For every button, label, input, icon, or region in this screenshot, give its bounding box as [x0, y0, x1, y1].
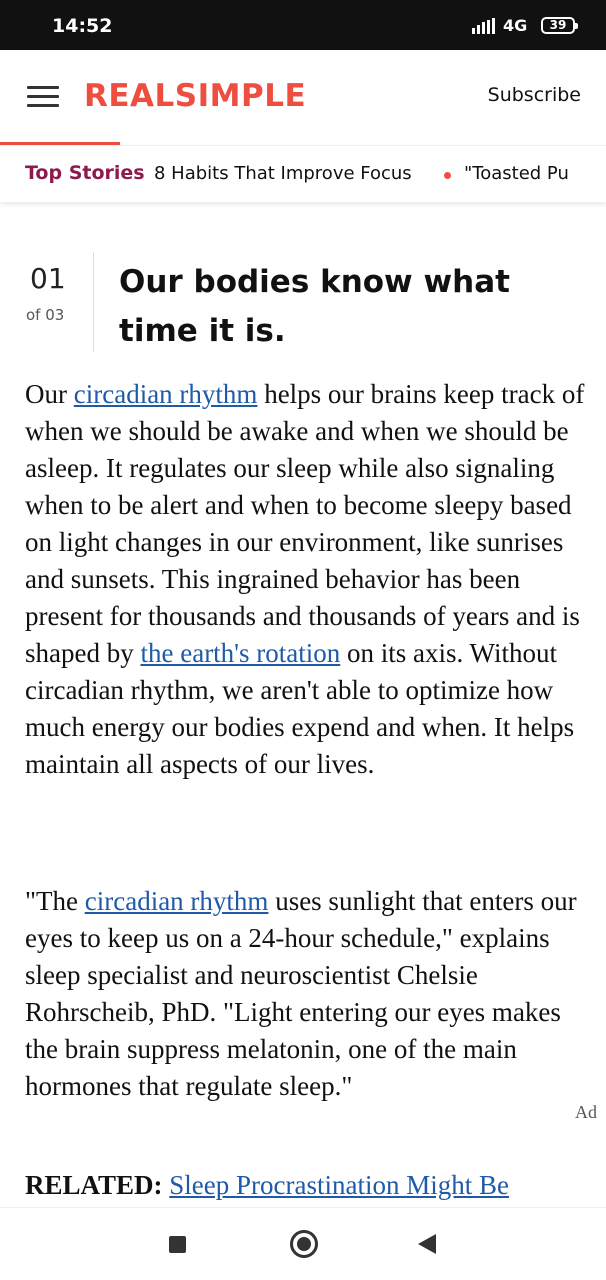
- status-time: 14:52: [52, 15, 113, 37]
- recents-icon[interactable]: [169, 1236, 186, 1253]
- signal-icon: [472, 18, 498, 34]
- navigation-bar: [0, 1207, 606, 1280]
- related-article-link[interactable]: Sleep Procrastination Might Be: [169, 1170, 509, 1200]
- related-label: RELATED:: [25, 1170, 163, 1200]
- status-bar: [0, 0, 606, 50]
- logo[interactable]: REALSIMPLE: [84, 78, 307, 114]
- step-total: of 03: [26, 306, 65, 324]
- top-story-link[interactable]: 8 Habits That Improve Focus: [154, 163, 412, 184]
- related-line: [25, 1167, 585, 1204]
- separator-dot-icon: [444, 172, 451, 179]
- top-stories-bar: [0, 145, 606, 202]
- circadian-rhythm-link[interactable]: circadian rhythm: [73, 379, 258, 409]
- home-icon[interactable]: [290, 1230, 318, 1258]
- site-header: [0, 50, 606, 143]
- step-heading: Our bodies know what time it is.: [119, 264, 510, 349]
- top-stories-label: Top Stories: [25, 162, 145, 184]
- article-paragraph: [25, 883, 585, 1105]
- subscribe-button[interactable]: Subscribe: [487, 84, 581, 106]
- step-divider: [93, 252, 94, 352]
- step-number: 01: [30, 262, 66, 295]
- network-label: 4G: [503, 16, 528, 35]
- paragraph-text: Our: [25, 379, 74, 409]
- paragraph-text: "The: [25, 886, 85, 916]
- paragraph-text: on its axis. Without circadian rhythm, we aren't able to optimize how much energy our bodies expend and when. It helps maintain all aspects of our lives.: [25, 638, 575, 779]
- article-paragraph: [25, 376, 585, 783]
- ad-label[interactable]: Ad: [575, 1102, 597, 1122]
- menu-icon[interactable]: [27, 86, 59, 108]
- top-story-link[interactable]: "Toasted Pu: [464, 163, 569, 184]
- battery-icon: 39: [541, 17, 575, 34]
- earths-rotation-link[interactable]: the earth's rotation: [140, 638, 341, 668]
- paragraph-text: uses sunlight that enters our eyes to keep us on a 24-hour schedule," explains sleep specialist and neuroscientist Chelsie Rohrscheib, PhD. "Light entering our eyes makes the brain suppress melatonin, one of the main hormones that regulate sleep.": [25, 886, 577, 1101]
- back-icon[interactable]: [418, 1234, 436, 1254]
- paragraph-text: helps our brains keep track of when we should be awake and when we should be asleep. It regulates our sleep while also signaling when to be alert and when to become sleepy based on light changes in our environment, like sunrises and sunsets. This ingrained behavior has been present for thousands and thousands of years and is shaped by: [25, 379, 585, 668]
- circadian-rhythm-link[interactable]: circadian rhythm: [84, 886, 269, 916]
